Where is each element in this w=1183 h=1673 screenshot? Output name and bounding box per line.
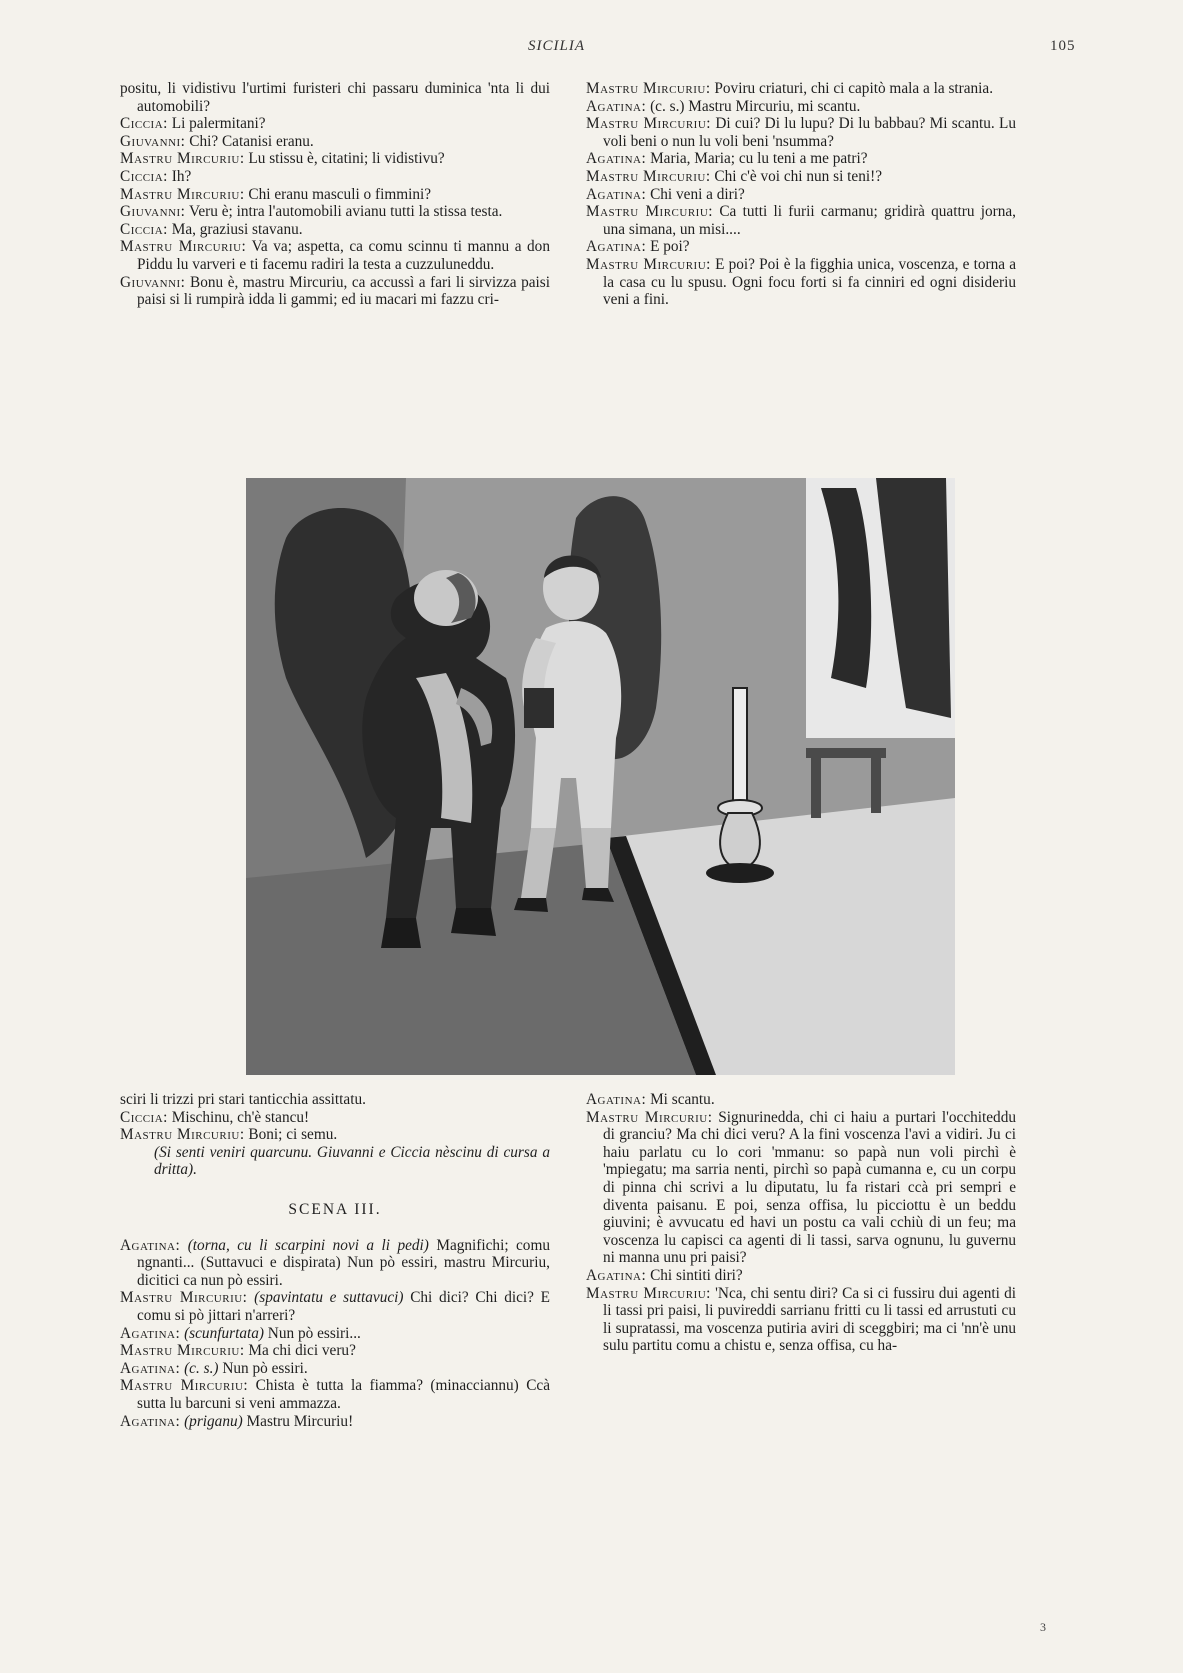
- column-top-left: [120, 80, 550, 309]
- dialogue-line: Mastru Mircuriu: 'Nca, chi sentu diri? Ca si ci fussiru dui agenti di li tassi pri paisi, li puvireddi sarrianu fritti cu li tassi ed arrustuti cu li supratassi, ma voscenza putiria aviri di sceggbiri; ma ci 'nn'è unu sulu partitu comu a chistu e, senza offisa, cu ha-: [586, 1284, 1016, 1355]
- dialogue-line: Mastru Mircuriu: E poi? Poi è la figghia unica, voscenza, e torna a la casa cu lu spusu. Ogni focu forti si fa cinniri ed ogni disideriu veni a fini.: [586, 255, 1016, 309]
- stage-direction: (Si senti veniri quarcunu. Giuvanni e Ciccia nèscinu di cursa a dritta).: [154, 1143, 550, 1179]
- dialogue-line: Ciccia: Ma, graziusi stavanu.: [120, 220, 303, 238]
- dialogue-line: Mastru Mircuriu: Chi c'è voi chi nun si teni!?: [586, 167, 882, 185]
- dialogue-line: Giuvanni: Chi? Catanisi eranu.: [120, 132, 314, 150]
- continued-line: positu, li vidistivu l'urtimi furisteri chi passaru duminica 'nta li dui automobili?: [120, 80, 550, 115]
- woman-handbag: [524, 688, 554, 728]
- dialogue-line: Agatina: (torna, cu li scarpini novi a li pedi) Magnifichi; comu ngnanti... (Suttavuci e dispirata) Nun pò essiri, mastru Mircuriu, dicitici ca nun pò essiri.: [120, 1236, 550, 1289]
- dialogue-line: Agatina: (scunfurtata) Nun pò essiri...: [120, 1324, 361, 1342]
- dialogue-line: Giuvanni: Bonu è, mastru Mircuriu, ca accussì a fari li sirvizza paisi paisi si li rumpirà idda li gammi; ed iu macari mi fazzu cri-: [120, 273, 551, 309]
- dialogue-line: Mastru Mircuriu: Ca tutti li furii carmanu; gridirà quattru jorna, una simana, un misi....: [586, 203, 1016, 238]
- dialogue-line: Ciccia: Ih?: [120, 167, 192, 185]
- chair: [806, 748, 886, 758]
- dialogue-line: Mastru Mircuriu: Chi eranu masculi o fimmini?: [120, 185, 432, 203]
- dialogue-line: Agatina: E poi?: [586, 238, 690, 256]
- dialogue-line: Mastru Mircuriu: (spavintatu e suttavuci) Chi dici? Chi dici? E comu si pò jittari n'arreri?: [120, 1289, 550, 1324]
- dialogue-line: Mastru Mircuriu: Poviru criaturi, chi ci capitò mala a la strania.: [586, 80, 994, 97]
- dialogue-line: Agatina: Maria, Maria; cu lu teni a me patri?: [586, 150, 868, 168]
- dialogue-line: Mastru Mircuriu: Boni; ci semu.: [120, 1126, 338, 1144]
- column-bottom-right: [586, 1091, 1016, 1355]
- dialogue-line: Agatina: Mi scantu.: [586, 1091, 715, 1108]
- continued-line: sciri li trizzi pri stari tanticchia assittatu.: [120, 1091, 366, 1108]
- dialogue-line: Mastru Mircuriu: Signurinedda, chi ci haiu a purtari l'occhiteddu di granciu? Ma chi dici veru? A la fini voscenza l'avi a vidiri. Ju ci haiu parlatu cu lo cori 'mmanu: so papà nun voli pirchì è 'mpiegatu; ma sarria nenti, pirchì so papà cumanna e, cu un corpu di pinna chi scrivi a lu diputatu, lu fa ristari ccà pri sempri e diventa paisanu. E poi, senza offisa, lu picciottu è un beddu giuvini; è avvucatu ed havi un postu ca vali cchiù di un feu; ma voscenza lu capisci ca agenti di li tassi, sarva ognunu, lu guvernu ni manna unu pri paisi?: [586, 1108, 1016, 1267]
- dialogue-line: Agatina: Chi sintiti diri?: [586, 1266, 743, 1284]
- dialogue-line: Mastru Mircuriu: Lu stissu è, citatini; li vidistivu?: [120, 150, 445, 168]
- signature-mark: 3: [1040, 1620, 1046, 1634]
- dialogue-line: Agatina: (priganu) Mastru Mircuriu!: [120, 1412, 354, 1430]
- dialogue-line: Mastru Mircuriu: Va va; aspetta, ca comu scinnu ti mannu a don Piddu lu varveri e ti facemu radiri la testa a cuzzuluneddu.: [120, 238, 550, 273]
- dialogue-line: Agatina: (c. s.) Nun pò essiri.: [120, 1359, 308, 1377]
- dialogue-line: Agatina: (c. s.) Mastru Mircuriu, mi scantu.: [586, 97, 861, 115]
- column-top-right: [586, 80, 1016, 309]
- dialogue-line: Ciccia: Li palermitani?: [120, 115, 266, 133]
- scene-illustration: [246, 478, 955, 1075]
- dialogue-line: Mastru Mircuriu: Ma chi dici veru?: [120, 1342, 356, 1360]
- dialogue-line: Mastru Mircuriu: Di cui? Di lu lupu? Di lu babbau? Mi scantu. Lu voli beni o nun lu voli beni 'nsumma?: [586, 115, 1016, 150]
- dialogue-line: Ciccia: Mischinu, ch'è stancu!: [120, 1108, 310, 1126]
- page-number: 105: [1050, 38, 1076, 54]
- column-bottom-left: [120, 1091, 550, 1430]
- scene-title: SCENA III.: [288, 1200, 382, 1218]
- dialogue-line: Agatina: Chi veni a diri?: [586, 185, 745, 203]
- running-title: SICILIA: [528, 38, 585, 54]
- dialogue-line: Giuvanni: Veru è; intra l'automobili avianu tutti la stissa testa.: [120, 203, 503, 221]
- candle: [733, 688, 747, 808]
- dialogue-line: Mastru Mircuriu: Chista è tutta la fiamma? (minacciannu) Ccà sutta lu barcuni si veni ammazza.: [120, 1377, 550, 1412]
